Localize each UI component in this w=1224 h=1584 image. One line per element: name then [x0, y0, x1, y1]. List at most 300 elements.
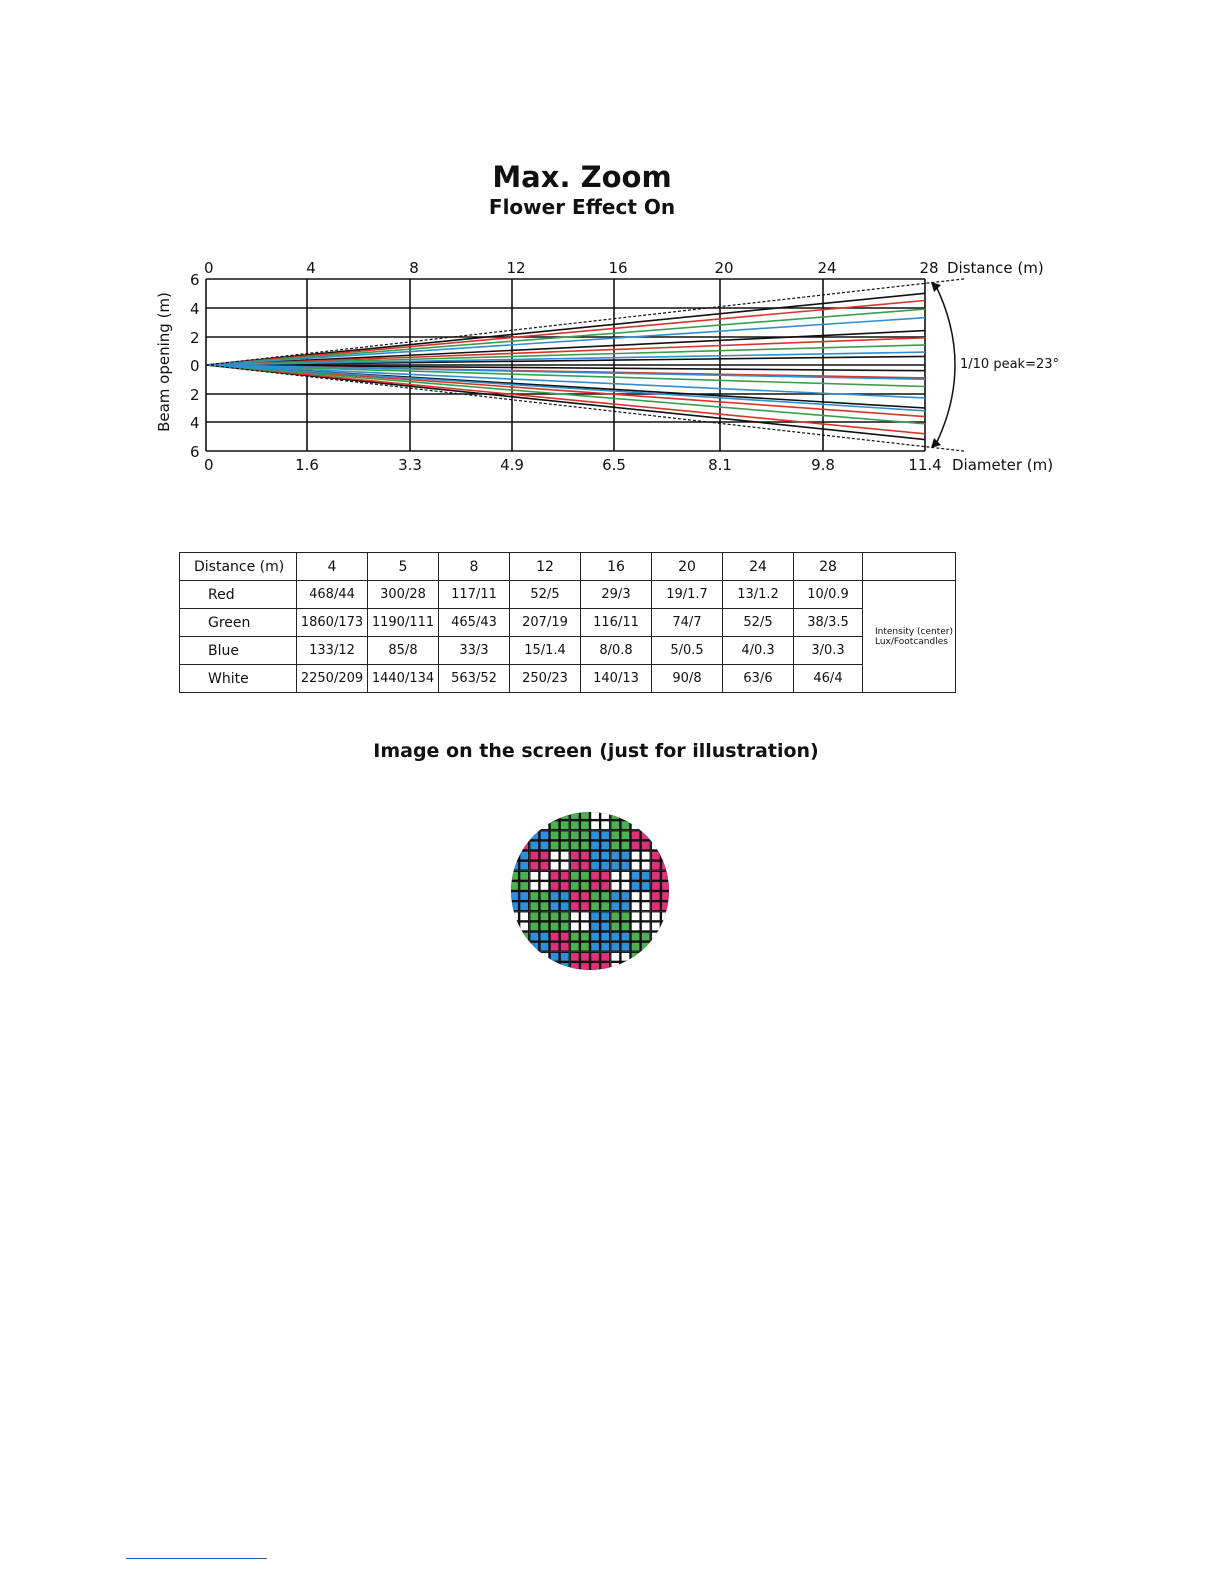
table-cell: 90/8 — [652, 665, 723, 693]
pixel-cell — [551, 902, 559, 910]
pixel-cell — [662, 892, 670, 900]
pixel-cell — [530, 852, 538, 860]
distance-tick-label: 12 — [506, 259, 526, 277]
pixel-cell — [530, 821, 538, 829]
table-cell: 74/7 — [652, 609, 723, 637]
pixel-cell — [611, 963, 619, 971]
pixel-cell — [611, 862, 619, 870]
table-row — [180, 665, 956, 693]
diameter-tick-label: 3.3 — [398, 456, 422, 474]
pixel-cell — [642, 963, 650, 971]
pixel-cell — [520, 953, 528, 961]
pixel-cell — [662, 933, 670, 941]
pixel-cell — [652, 963, 660, 971]
pixel-cell — [642, 892, 650, 900]
beam-chart — [150, 250, 1070, 490]
y-tick-label: 4 — [190, 300, 200, 318]
pixel-cell — [551, 821, 559, 829]
pixel-cell — [662, 882, 670, 890]
pixel-cell — [510, 862, 518, 870]
distance-header: 16 — [581, 553, 652, 581]
pixel-cell — [622, 811, 630, 819]
pixel-cell — [591, 902, 599, 910]
pixel-cell — [571, 953, 579, 961]
pixel-cell — [652, 811, 660, 819]
pixel-cell — [591, 892, 599, 900]
table-cell: 52/5 — [723, 609, 794, 637]
pixel-cell — [530, 882, 538, 890]
table-cell: 10/0.9 — [794, 581, 863, 609]
y-tick-label: 0 — [190, 357, 200, 375]
pixel-cell — [611, 953, 619, 961]
table-cell: 465/43 — [439, 609, 510, 637]
pixel-cell — [541, 872, 549, 880]
distance-axis-label: Distance (m) — [947, 259, 1044, 277]
intensity-table — [179, 552, 956, 693]
pixel-cell-border — [651, 952, 671, 972]
pixel-cell — [622, 882, 630, 890]
footer-rule — [126, 1558, 267, 1559]
distance-tick-label: 16 — [608, 259, 628, 277]
pixel-cell — [520, 943, 528, 951]
table-header-label: Distance (m) — [180, 553, 297, 581]
pixel-cell — [591, 912, 599, 920]
pixel-cell — [520, 811, 528, 819]
pixel-cell — [622, 943, 630, 951]
pixel-cell — [662, 872, 670, 880]
pixel-cell — [581, 821, 589, 829]
pixel-cell — [510, 842, 518, 850]
pixel-cell — [561, 943, 569, 951]
table-cell: 5/0.5 — [652, 637, 723, 665]
pixel-cell — [632, 842, 640, 850]
distance-tick-label: 24 — [817, 259, 837, 277]
distance-header: 20 — [652, 553, 723, 581]
pixel-cell — [561, 831, 569, 839]
pixel-cell — [541, 842, 549, 850]
pixel-cell — [541, 923, 549, 931]
pixel-cell — [581, 882, 589, 890]
distance-tick-label: 0 — [204, 259, 214, 277]
pixel-cell — [510, 892, 518, 900]
distance-tick-label: 28 — [919, 259, 939, 277]
pixel-grid — [509, 810, 671, 972]
pixel-cell — [530, 953, 538, 961]
pixel-cell — [622, 963, 630, 971]
intensity-note-line1: Intensity (center) — [875, 626, 954, 637]
page-subtitle: Flower Effect On — [488, 195, 676, 219]
table-row — [180, 581, 956, 609]
pixel-cell — [520, 882, 528, 890]
pixel-cell — [632, 862, 640, 870]
pixel-cell — [551, 811, 559, 819]
table-header-row — [180, 553, 956, 581]
diameter-tick-label: 6.5 — [602, 456, 626, 474]
pixel-cell — [530, 912, 538, 920]
pixel-cell — [611, 821, 619, 829]
pixel-cell — [551, 953, 559, 961]
pixel-cell — [591, 872, 599, 880]
pixel-cell — [551, 892, 559, 900]
pixel-cell — [662, 852, 670, 860]
table-cell: 468/44 — [297, 581, 368, 609]
pixel-cell — [601, 912, 609, 920]
diameter-tick-label: 0 — [204, 456, 214, 474]
pixel-cell — [520, 963, 528, 971]
pixel-cell — [622, 821, 630, 829]
table-cell: 85/8 — [368, 637, 439, 665]
pixel-cell — [622, 872, 630, 880]
table-cell: 300/28 — [368, 581, 439, 609]
distance-tick-label: 20 — [714, 259, 734, 277]
pixel-cell — [530, 842, 538, 850]
pixel-cell — [642, 912, 650, 920]
table-row — [180, 609, 956, 637]
pixel-cell — [561, 963, 569, 971]
pixel-cell — [622, 842, 630, 850]
pixel-cell — [632, 852, 640, 860]
pixel-cell — [571, 882, 579, 890]
row-label-green: Green — [180, 609, 297, 637]
pixel-cell — [652, 821, 660, 829]
pixel-cell — [561, 882, 569, 890]
pixel-cell-border — [509, 952, 529, 972]
pixel-cell — [510, 912, 518, 920]
pixel-cell — [571, 963, 579, 971]
pixel-cell — [662, 943, 670, 951]
pixel-cell — [581, 852, 589, 860]
pixel-cell — [601, 923, 609, 931]
table-row — [180, 637, 956, 665]
pixel-cell — [581, 831, 589, 839]
table-cell: 46/4 — [794, 665, 863, 693]
y-tick-label: 6 — [190, 271, 200, 289]
pixel-cell — [591, 933, 599, 941]
pixel-cell — [601, 831, 609, 839]
pixel-cell — [601, 902, 609, 910]
pixel-cell — [541, 862, 549, 870]
table-cell: 116/11 — [581, 609, 652, 637]
pixel-cell — [632, 811, 640, 819]
row-label-white: White — [180, 665, 297, 693]
table-cell: 2250/209 — [297, 665, 368, 693]
pixel-cell — [611, 933, 619, 941]
pixel-cell — [642, 821, 650, 829]
pixel-cell — [632, 882, 640, 890]
pixel-cell — [652, 933, 660, 941]
table-cell: 563/52 — [439, 665, 510, 693]
pixel-cell — [551, 852, 559, 860]
pixel-cell — [551, 842, 559, 850]
table-cell: 133/12 — [297, 637, 368, 665]
pixel-cell — [622, 923, 630, 931]
pixel-cell — [652, 852, 660, 860]
table-cell: 117/11 — [439, 581, 510, 609]
pixel-cell — [551, 963, 559, 971]
pixel-cell — [541, 831, 549, 839]
pixel-cell — [541, 963, 549, 971]
pixel-cell — [561, 923, 569, 931]
pixel-cell — [530, 933, 538, 941]
table-header-empty — [863, 553, 956, 581]
pixel-cell — [510, 872, 518, 880]
pixel-cell — [520, 892, 528, 900]
pixel-cell — [571, 842, 579, 850]
pixel-cell — [611, 831, 619, 839]
pixel-cell — [581, 892, 589, 900]
pixel-cell — [510, 902, 518, 910]
beam-screen-illustration — [509, 810, 671, 972]
pixel-cell — [581, 902, 589, 910]
pixel-cell — [662, 912, 670, 920]
pixel-cell — [571, 852, 579, 860]
pixel-cell — [591, 943, 599, 951]
pixel-cell — [662, 953, 670, 961]
pixel-cell — [530, 892, 538, 900]
pixel-cell — [611, 882, 619, 890]
pixel-cell — [652, 842, 660, 850]
pixel-cell — [520, 831, 528, 839]
distance-header: 4 — [297, 553, 368, 581]
y-tick-label: 2 — [190, 329, 200, 347]
table-cell: 1440/134 — [368, 665, 439, 693]
pixel-cell — [551, 933, 559, 941]
distance-header: 24 — [723, 553, 794, 581]
pixel-cell — [541, 933, 549, 941]
pixel-cell — [632, 892, 640, 900]
diameter-tick-label: 9.8 — [811, 456, 835, 474]
pixel-cell — [510, 963, 518, 971]
pixel-cell — [662, 923, 670, 931]
pixel-cell — [571, 862, 579, 870]
pixel-cell — [561, 872, 569, 880]
pixel-cell — [591, 821, 599, 829]
pixel-cell — [541, 821, 549, 829]
pixel-cell — [581, 943, 589, 951]
table-cell: 207/19 — [510, 609, 581, 637]
pixel-cell — [551, 912, 559, 920]
pixel-cell — [510, 923, 518, 931]
pixel-cell — [571, 912, 579, 920]
pixel-cell — [581, 953, 589, 961]
pixel-cell — [530, 902, 538, 910]
intensity-note — [863, 581, 956, 693]
arc-arrow-top — [931, 282, 941, 292]
pixel-cell — [652, 862, 660, 870]
pixel-cell — [632, 902, 640, 910]
table-cell: 140/13 — [581, 665, 652, 693]
illustration-caption: Image on the screen (just for illustration) — [373, 740, 819, 762]
pixel-cell — [581, 912, 589, 920]
pixel-cell — [601, 821, 609, 829]
peak-angle-arc — [935, 284, 955, 446]
pixel-cell — [510, 943, 518, 951]
pixel-cell — [611, 842, 619, 850]
pixel-cell — [632, 912, 640, 920]
pixel-cell — [581, 811, 589, 819]
pixel-cell — [601, 963, 609, 971]
pixel-cell — [591, 923, 599, 931]
pixel-cell — [601, 842, 609, 850]
pixel-cell — [652, 882, 660, 890]
y-axis-label: Beam opening (m) — [155, 292, 173, 432]
pixel-cell — [510, 811, 518, 819]
pixel-cell — [601, 852, 609, 860]
pixel-cell — [622, 953, 630, 961]
y-tick-label: 6 — [190, 443, 200, 461]
distance-tick-label: 8 — [409, 259, 419, 277]
pixel-cell — [642, 933, 650, 941]
diameter-tick-label: 4.9 — [500, 456, 524, 474]
pixel-cell — [520, 912, 528, 920]
pixel-cell — [530, 811, 538, 819]
diameter-tick-label: 11.4 — [908, 456, 942, 474]
pixel-cell — [510, 882, 518, 890]
pixel-cell — [652, 831, 660, 839]
pixel-cell — [571, 872, 579, 880]
pixel-cell — [561, 811, 569, 819]
pixel-cell — [632, 963, 640, 971]
pixel-cell — [611, 872, 619, 880]
pixel-cell — [530, 862, 538, 870]
pixel-cell — [541, 912, 549, 920]
table-cell: 1190/111 — [368, 609, 439, 637]
pixel-cell — [561, 852, 569, 860]
pixel-cell — [561, 821, 569, 829]
pixel-cell — [642, 811, 650, 819]
pixel-cell — [601, 933, 609, 941]
pixel-cell — [611, 902, 619, 910]
table-cell: 8/0.8 — [581, 637, 652, 665]
pixel-cell — [642, 852, 650, 860]
row-label-red: Red — [180, 581, 297, 609]
pixel-cell — [571, 943, 579, 951]
pixel-cell — [642, 923, 650, 931]
pixel-cell — [591, 953, 599, 961]
pixel-cell — [652, 943, 660, 951]
pixel-cell — [571, 933, 579, 941]
distance-header: 12 — [510, 553, 581, 581]
pixel-cell — [642, 882, 650, 890]
distance-header: 5 — [368, 553, 439, 581]
pixel-cell — [622, 933, 630, 941]
pixel-cell — [662, 811, 670, 819]
pixel-cell — [611, 811, 619, 819]
table-cell: 250/23 — [510, 665, 581, 693]
pixel-cell — [632, 933, 640, 941]
page-title: Max. Zoom — [492, 160, 672, 194]
pixel-cell — [622, 912, 630, 920]
pixel-cell — [561, 842, 569, 850]
pixel-cell — [551, 862, 559, 870]
pixel-cell — [652, 902, 660, 910]
pixel-cell — [632, 943, 640, 951]
pixel-cell — [662, 963, 670, 971]
pixel-cell — [662, 862, 670, 870]
pixel-cell — [571, 811, 579, 819]
pixel-cell — [642, 842, 650, 850]
table-cell: 52/5 — [510, 581, 581, 609]
pixel-cell — [591, 862, 599, 870]
peak-annotation: 1/10 peak=23° — [960, 357, 1060, 372]
pixel-cell — [662, 821, 670, 829]
pixel-cell — [652, 923, 660, 931]
pixel-cell-border — [651, 810, 671, 830]
intensity-note-line2: Lux/Footcandles — [875, 636, 948, 647]
pixel-cell — [601, 943, 609, 951]
pixel-cell — [510, 852, 518, 860]
pixel-cell — [652, 872, 660, 880]
pixel-cell — [622, 892, 630, 900]
pixel-cell — [530, 963, 538, 971]
pixel-cell — [561, 902, 569, 910]
table-cell: 13/1.2 — [723, 581, 794, 609]
pixel-cell — [642, 872, 650, 880]
pixel-cell — [581, 872, 589, 880]
pixel-cell — [551, 882, 559, 890]
pixel-cell — [622, 862, 630, 870]
pixel-cell — [642, 862, 650, 870]
pixel-cell — [652, 953, 660, 961]
pixel-cell — [601, 882, 609, 890]
pixel-cell — [632, 953, 640, 961]
pixel-cell — [530, 831, 538, 839]
pixel-cell — [520, 842, 528, 850]
pixel-cell — [601, 862, 609, 870]
pixel-cell — [591, 852, 599, 860]
pixel-cell — [520, 923, 528, 931]
pixel-cell — [520, 852, 528, 860]
pixel-cell — [642, 902, 650, 910]
pixel-cell — [530, 872, 538, 880]
pixel-cell — [510, 821, 518, 829]
pixel-cell — [601, 811, 609, 819]
pixel-cell — [551, 943, 559, 951]
y-tick-label: 4 — [190, 414, 200, 432]
pixel-cell — [561, 933, 569, 941]
pixel-cell — [561, 862, 569, 870]
pixel-cell — [520, 933, 528, 941]
pixel-cell — [541, 953, 549, 961]
pixel-cell — [632, 821, 640, 829]
pixel-cell — [611, 892, 619, 900]
pixel-cell — [551, 923, 559, 931]
pixel-cell — [510, 933, 518, 941]
pixel-cell — [581, 933, 589, 941]
pixel-cell — [561, 892, 569, 900]
table-cell: 4/0.3 — [723, 637, 794, 665]
pixel-cell — [510, 953, 518, 961]
pixel-cell — [571, 821, 579, 829]
pixel-cell — [591, 963, 599, 971]
table-cell: 1860/173 — [297, 609, 368, 637]
pixel-cell — [541, 852, 549, 860]
pixel-cell — [622, 831, 630, 839]
pixel-cell — [601, 892, 609, 900]
pixel-cell — [591, 882, 599, 890]
pixel-cell — [581, 923, 589, 931]
distance-header: 8 — [439, 553, 510, 581]
diameter-tick-label: 1.6 — [295, 456, 319, 474]
pixel-cell — [662, 842, 670, 850]
pixel-cell — [601, 872, 609, 880]
pixel-cell — [632, 831, 640, 839]
pixel-cell — [611, 912, 619, 920]
table-cell: 15/1.4 — [510, 637, 581, 665]
pixel-cell — [611, 923, 619, 931]
pixel-cell — [541, 943, 549, 951]
pixel-cell — [520, 821, 528, 829]
